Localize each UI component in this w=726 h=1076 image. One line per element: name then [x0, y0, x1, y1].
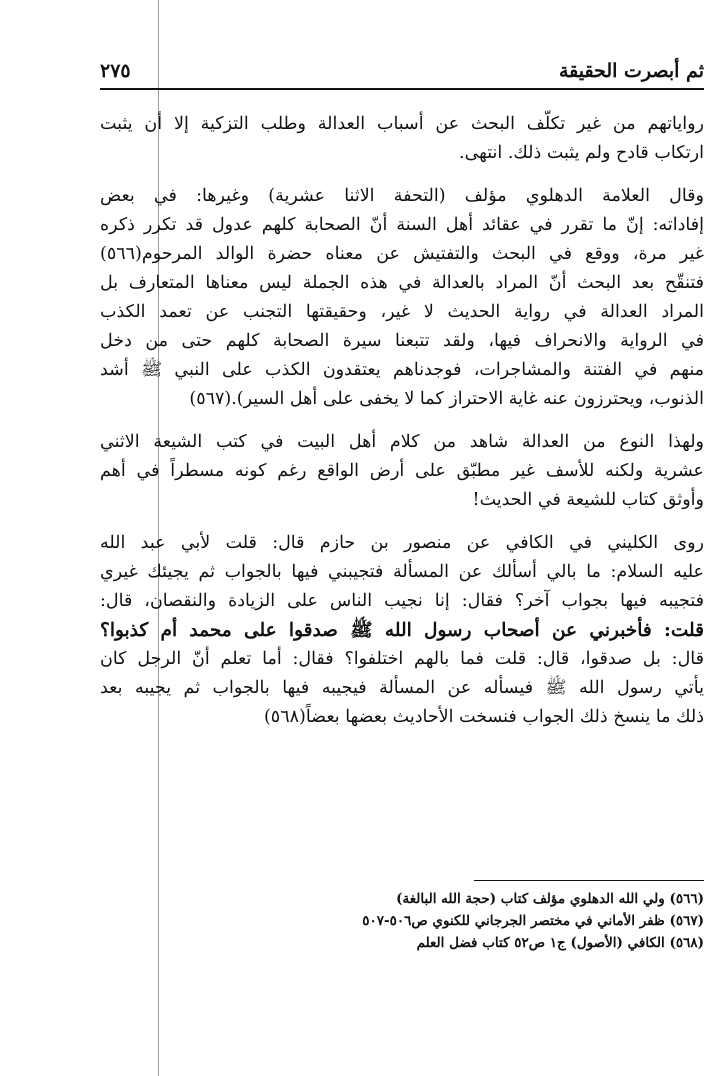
- text-line: ارتكاب قادح ولم يثبت ذلك. انتهى.: [459, 143, 704, 163]
- text-line: في الرواية والانحراف فيها، ولقد تتبعنا سيرة الصحابة كلهم حتى من دخل: [100, 331, 704, 351]
- text-line: يأتي رسول الله ﷺ فيسأله عن المسألة فيجيبه فيها بالجواب ثم يجيبه بعد: [100, 678, 704, 698]
- footnote: (٥٦٨) الكافي (الأصول) ج١ ص٥٢ كتاب فضل العلم: [416, 935, 704, 951]
- page-header: [100, 58, 704, 88]
- text-line: ولهذا النوع من العدالة شاهد من كلام أهل البيت في كتب الشيعة الاثني: [100, 432, 704, 452]
- text-line-emphasis: قلت: فأخبرني عن أصحاب رسول الله ﷺ صدقوا على محمد أم كذبوا؟: [100, 620, 704, 641]
- footnote: (٥٦٧) ظفر الأماني في مختصر الجرجاني للكنوي ص٥٠٦-٥٠٧: [362, 913, 704, 929]
- text-line: وأوثق كتاب للشيعة في الحديث!: [472, 490, 704, 510]
- text-line: ذلك ما ينسخ ذلك الجواب فنسخت الأحاديث بعضها بعضاً(٥٦٨): [263, 707, 704, 727]
- text-line: غير مرة، ووقع في البحث والتفتيش عن معناه حضرة الوالد المرحوم(٥٦٦): [100, 244, 704, 264]
- running-title: ثم أبصرت الحقيقة: [558, 60, 704, 82]
- text-line: منهم في الفتنة والمشاجرات، فوجدناهم يعتقدون الكذب على النبي ﷺ أشد: [100, 360, 704, 380]
- text-line: فتجيبه فيها بجواب آخر؟ فقال: إنا نجيب الناس على الزيادة والنقصان، قال:: [100, 591, 704, 611]
- text-line: رواياتهم من غير تكلّف البحث عن أسباب العدالة وطلب التزكية إلا أن يثبت: [100, 114, 704, 134]
- text-line: المراد العدالة في رواية الحديث لا غير، وحقيقتها التجنب عن تعمد الكذب: [100, 302, 704, 322]
- text-line: عشرية ولكنه للأسف غير مطبّق على أرض الواقع رغم كونه مسطراً في أهم: [100, 461, 704, 481]
- page-body: [100, 110, 704, 732]
- text-line: روى الكليني في الكافي عن منصور بن حازم قال: قلت لأبي عبد الله: [100, 533, 704, 553]
- text-line: إفاداته: إنّ ما تقرر في عقائد أهل السنة أنّ الصحابة كلهم عدول قد تكرر ذكره: [100, 215, 704, 235]
- text-line: فتنقّح بعد البحث أنّ المراد بالعدالة في هذه الجملة ليس معناها المتعارف بل: [100, 273, 704, 293]
- footnote-rule: [474, 880, 704, 881]
- text-line: قال: بل صدقوا، قال: قلت فما بالهم اختلفوا؟ فقال: أما تعلم أنّ الرجل كان: [100, 649, 704, 669]
- text-line: الذنوب، ويحترزون عنه غاية الاحتراز كما لا يخفى على أهل السير).(٥٦٧): [189, 389, 704, 409]
- header-rule: [100, 88, 704, 90]
- page-number: ٢٧٥: [100, 60, 131, 82]
- text-line: وقال العلامة الدهلوي مؤلف (التحفة الاثنا عشرية) وغيرها: في بعض: [100, 186, 704, 206]
- text-line: عليه السلام: ما بالي أسألك عن المسألة فتجيبني فيها بالجواب ثم يجيئك غيري: [100, 562, 704, 582]
- footnote: (٥٦٦) ولي الله الدهلوي مؤلف كتاب (حجة الله البالغة): [396, 891, 704, 907]
